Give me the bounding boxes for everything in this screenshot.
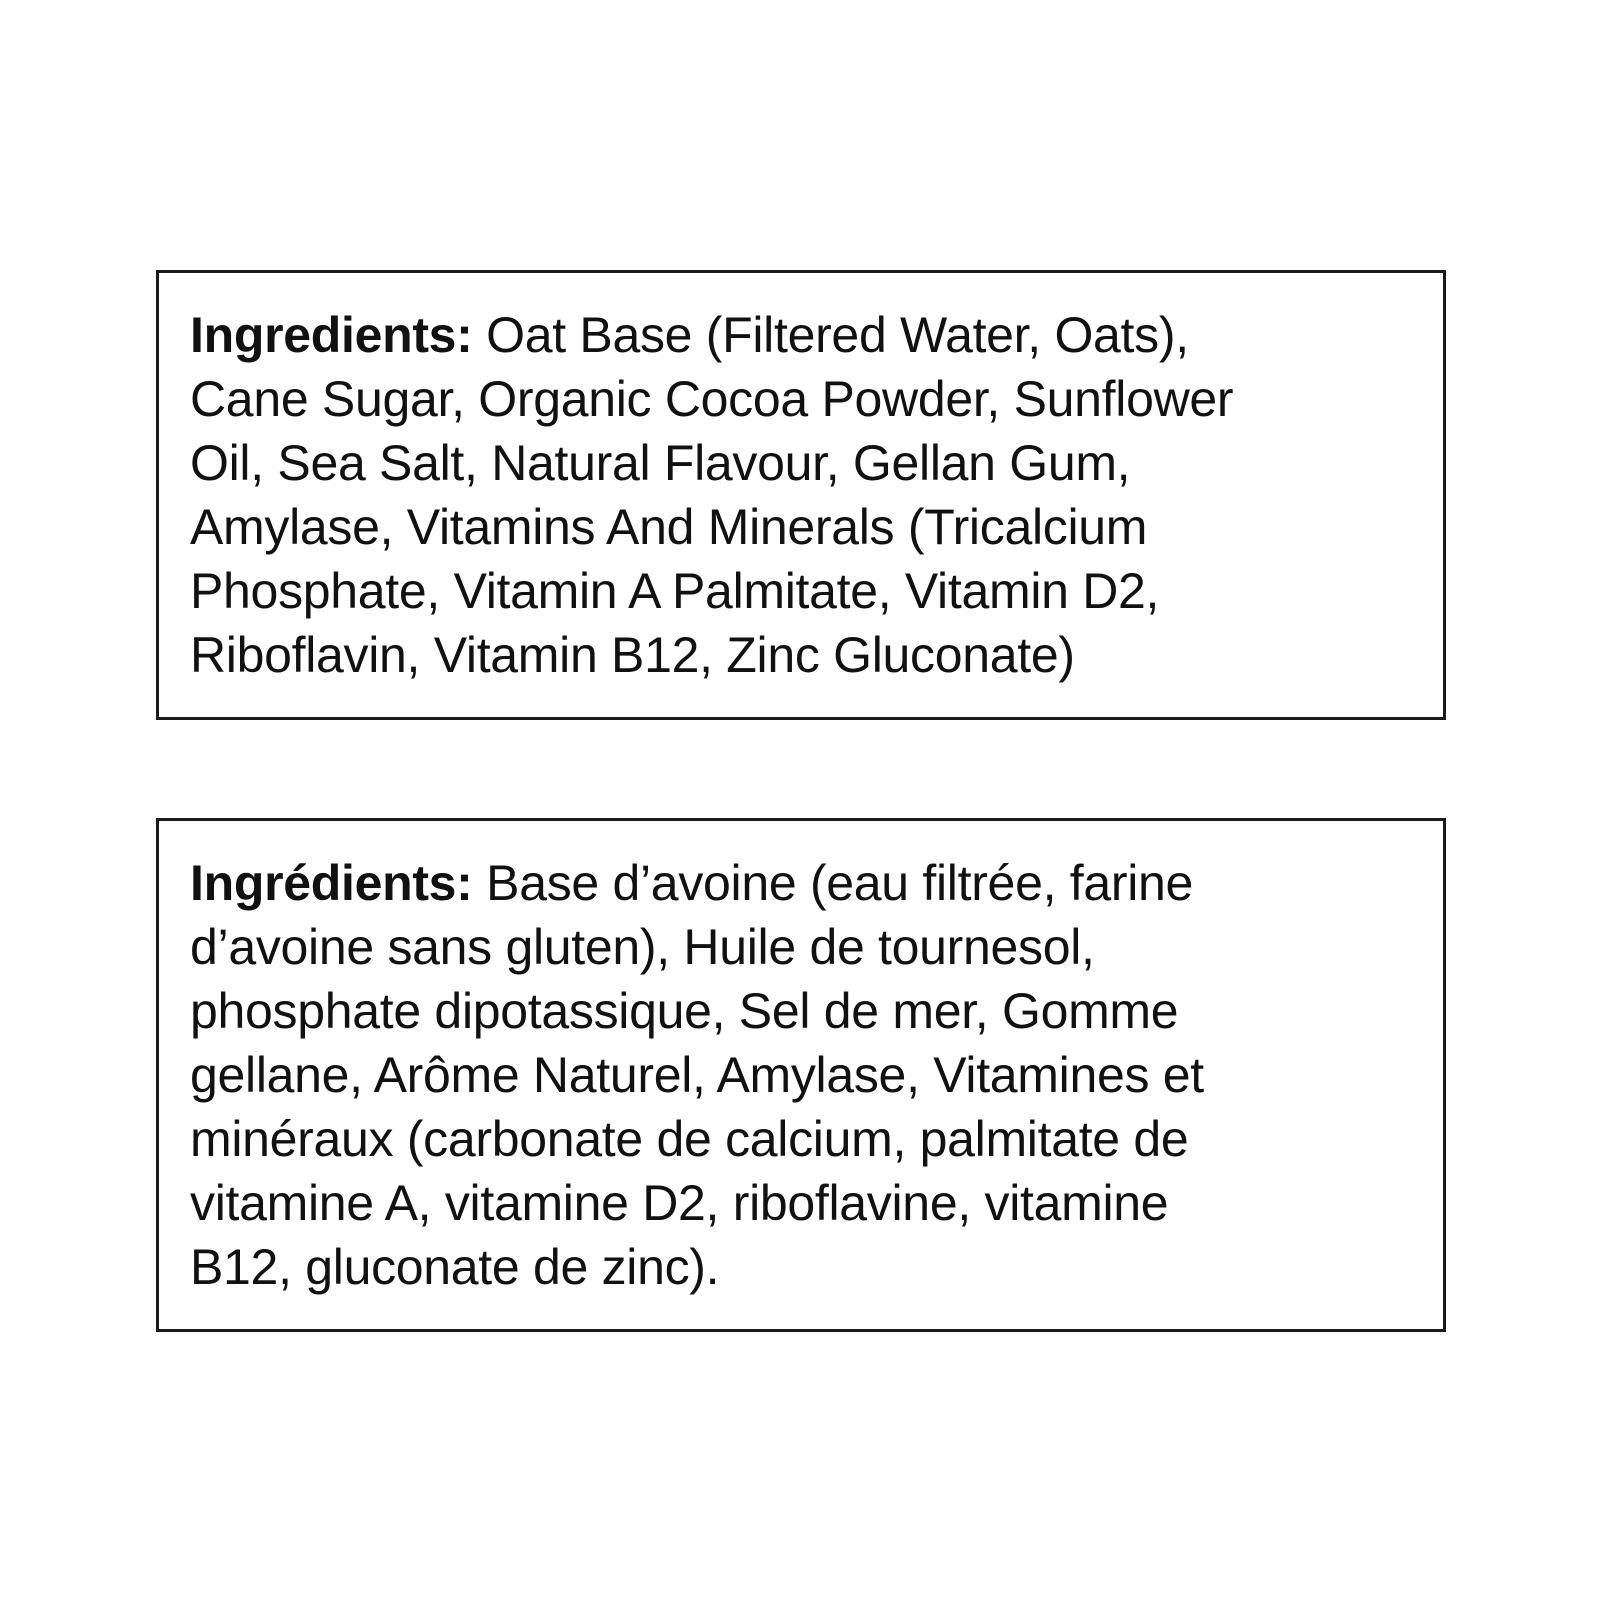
ingredients-heading-french: Ingrédients: — [190, 855, 473, 911]
ingredients-line: vitamine A, vitamine D2, riboflavine, vitamine — [190, 1175, 1169, 1231]
ingredients-panel-french — [156, 818, 1446, 1332]
ingredients-line: Cane Sugar, Organic Cocoa Powder, Sunflower — [190, 371, 1234, 427]
ingredients-line: Amylase, Vitamins And Minerals (Tricalcium — [190, 499, 1148, 555]
ingredients-heading-english: Ingredients: — [190, 307, 473, 363]
ingredients-line: B12, gluconate de zinc). — [190, 1239, 720, 1295]
ingredients-text-french — [190, 851, 1405, 1299]
ingredients-line — [190, 303, 1405, 367]
ingredients-line-text: Oat Base (Filtered Water, Oats), — [472, 307, 1189, 363]
ingredients-line: minéraux (carbonate de calcium, palmitate de — [190, 1111, 1189, 1167]
ingredients-line: Riboflavin, Vitamin B12, Zinc Gluconate) — [190, 627, 1075, 683]
ingredients-text-english — [190, 303, 1405, 687]
ingredients-line-text: Base d’avoine (eau filtrée, farine — [472, 855, 1194, 911]
ingredients-line — [190, 851, 1405, 915]
ingredients-line: gellane, Arôme Naturel, Amylase, Vitamines et — [190, 1047, 1204, 1103]
ingredients-line: d’avoine sans gluten), Huile de tournesol, — [190, 919, 1095, 975]
ingredients-line: Phosphate, Vitamin A Palmitate, Vitamin D2, — [190, 563, 1160, 619]
ingredients-line: Oil, Sea Salt, Natural Flavour, Gellan Gum, — [190, 435, 1131, 491]
ingredients-line: phosphate dipotassique, Sel de mer, Gomme — [190, 983, 1179, 1039]
ingredients-panel-english — [156, 270, 1446, 720]
